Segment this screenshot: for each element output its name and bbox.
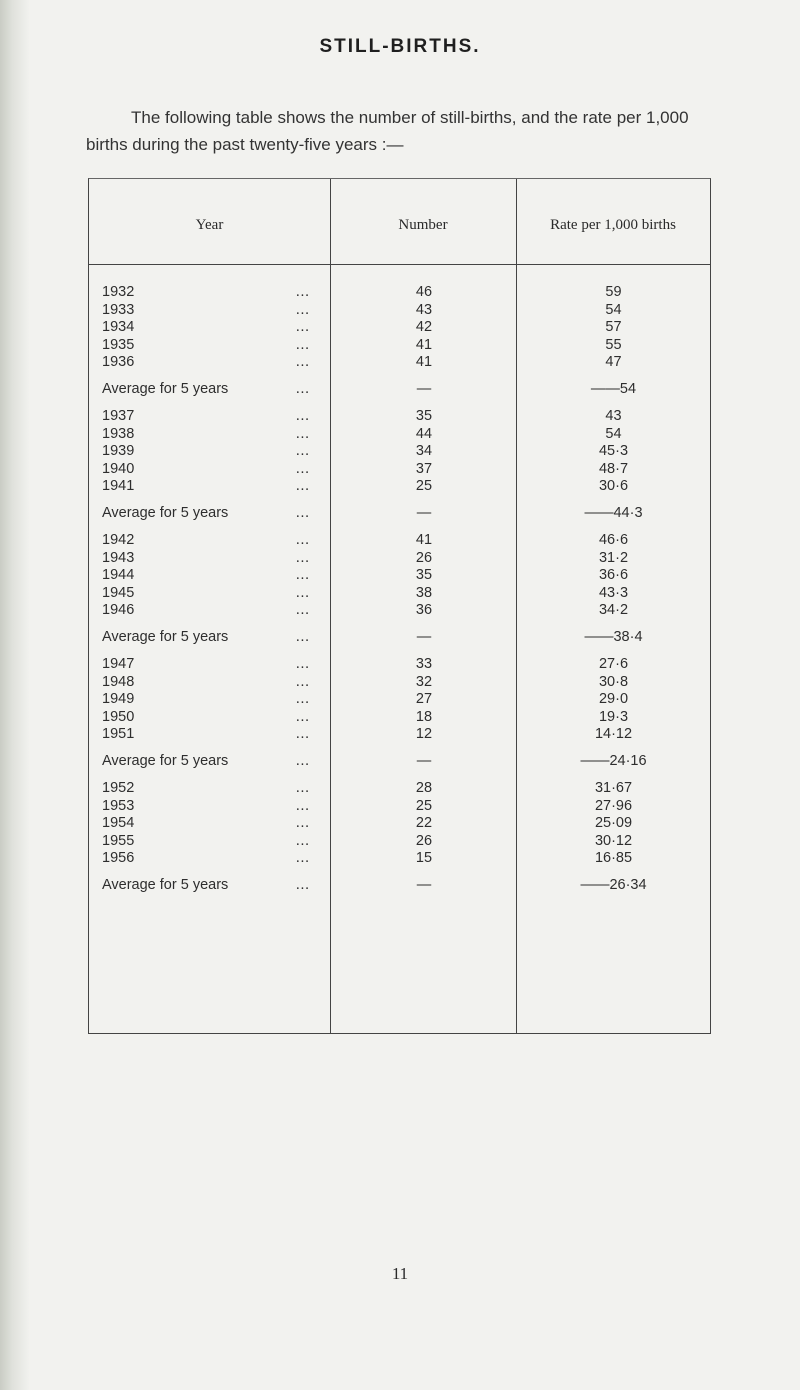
leader-dots: ... — [296, 726, 310, 742]
leader-dots: ... — [296, 629, 310, 645]
table-row — [89, 567, 710, 584]
leader-dots: ... — [296, 354, 310, 370]
year-cell: Average for 5 years — [102, 877, 229, 893]
leader-dots: ... — [296, 780, 310, 796]
number-cell: 12 — [415, 726, 433, 742]
year-cell: 1934 — [102, 319, 135, 335]
header-rate: Rate per 1,000 births — [550, 217, 676, 233]
number-cell: 26 — [415, 549, 433, 566]
year-cell: 1947 — [102, 656, 135, 672]
table-row — [89, 532, 710, 549]
table-row — [89, 833, 710, 850]
table-row — [89, 815, 710, 832]
rate-cell: 59 — [605, 284, 622, 300]
number-cell: 41 — [415, 336, 433, 353]
table-row — [89, 302, 710, 319]
year-cell: Average for 5 years — [102, 753, 229, 769]
table-row — [89, 408, 710, 425]
rate-cell: 31·67 — [594, 780, 633, 796]
table-row — [89, 319, 710, 336]
table-row — [89, 780, 710, 797]
rate-cell: 27·96 — [594, 797, 633, 814]
year-cell: 1935 — [102, 336, 135, 353]
leader-dots: ... — [296, 753, 310, 769]
number-cell: 15 — [415, 850, 433, 866]
table-row — [89, 354, 710, 371]
table-row — [89, 461, 710, 478]
number-cell: 41 — [415, 532, 433, 548]
rate-cell: ——54 — [590, 381, 637, 397]
leader-dots: ... — [296, 301, 310, 318]
leader-dots: ... — [296, 877, 310, 893]
leader-dots: ... — [296, 673, 310, 690]
average-row — [89, 877, 710, 894]
year-cell: 1955 — [102, 832, 135, 849]
leader-dots: ... — [296, 284, 310, 300]
rate-cell: 46·6 — [598, 532, 629, 548]
page-number: 11 — [391, 1264, 409, 1283]
table-row — [89, 585, 710, 602]
table-row — [89, 550, 710, 567]
table-row — [89, 656, 710, 673]
year-cell: 1938 — [102, 425, 135, 442]
table-row — [89, 726, 710, 743]
rate-cell: 31·2 — [598, 549, 629, 566]
number-cell: 35 — [415, 567, 433, 583]
year-cell: 1933 — [102, 301, 135, 318]
year-cell: 1956 — [102, 850, 135, 866]
header-number: Number — [398, 217, 448, 233]
table-row — [89, 850, 710, 867]
leader-dots: ... — [296, 691, 310, 707]
rate-cell: 25·09 — [594, 815, 633, 831]
number-cell: 28 — [415, 780, 433, 796]
number-cell: — — [416, 753, 432, 769]
year-cell: 1932 — [102, 284, 135, 300]
number-cell: 33 — [415, 656, 433, 672]
year-cell: 1949 — [102, 691, 135, 707]
table-row — [89, 426, 710, 443]
rate-cell: 55 — [605, 336, 622, 353]
header-rule — [89, 264, 710, 265]
number-cell: 46 — [415, 284, 433, 300]
rate-cell: 57 — [605, 319, 622, 335]
leader-dots: ... — [296, 425, 310, 442]
leader-dots: ... — [296, 532, 310, 548]
year-cell: 1945 — [102, 584, 135, 601]
table-row — [89, 478, 710, 495]
rate-cell: 36·6 — [598, 567, 629, 583]
year-cell: Average for 5 years — [102, 381, 229, 397]
leader-dots: ... — [296, 381, 310, 397]
table-row — [89, 337, 710, 354]
average-row — [89, 381, 710, 398]
rate-cell: 54 — [605, 425, 622, 442]
average-row — [89, 505, 710, 522]
page-edge-shadow — [0, 0, 30, 1390]
average-row — [89, 753, 710, 770]
number-cell: — — [416, 505, 432, 521]
leader-dots: ... — [296, 584, 310, 601]
year-cell: Average for 5 years — [102, 629, 229, 645]
leader-dots: ... — [296, 319, 310, 335]
leader-dots: ... — [296, 656, 310, 672]
leader-dots: ... — [296, 460, 310, 477]
rate-cell: 47 — [605, 354, 622, 370]
number-cell: 25 — [415, 478, 433, 494]
year-cell: 1943 — [102, 549, 135, 566]
table-row — [89, 798, 710, 815]
still-births-table — [88, 178, 711, 1034]
number-cell: 26 — [415, 832, 433, 849]
rate-cell: ——44·3 — [584, 505, 643, 521]
number-cell: 44 — [415, 425, 433, 442]
number-cell: 38 — [415, 584, 433, 601]
year-cell: Average for 5 years — [102, 505, 229, 521]
number-cell: — — [416, 877, 432, 893]
leader-dots: ... — [296, 408, 310, 424]
rate-cell: 48·7 — [598, 460, 629, 477]
leader-dots: ... — [296, 602, 310, 618]
number-cell: 43 — [415, 301, 433, 318]
table-row — [89, 709, 710, 726]
number-cell: — — [416, 629, 432, 645]
rate-cell: 14·12 — [594, 726, 633, 742]
rate-cell: 27·6 — [598, 656, 629, 672]
rate-cell: 30·8 — [598, 673, 629, 690]
year-cell: 1950 — [102, 708, 135, 725]
rate-cell: 29·0 — [598, 691, 629, 707]
rate-cell: 16·85 — [594, 850, 633, 866]
leader-dots: ... — [296, 708, 310, 725]
year-cell: 1944 — [102, 567, 135, 583]
year-cell: 1952 — [102, 780, 135, 796]
year-cell: 1953 — [102, 797, 135, 814]
year-cell: 1954 — [102, 815, 135, 831]
year-cell: 1939 — [102, 443, 135, 459]
leader-dots: ... — [296, 832, 310, 849]
leader-dots: ... — [296, 443, 310, 459]
rate-cell: ——26·34 — [580, 877, 647, 893]
number-cell: 25 — [415, 797, 433, 814]
year-cell: 1936 — [102, 354, 135, 370]
table-row — [89, 674, 710, 691]
leader-dots: ... — [296, 478, 310, 494]
number-cell: 41 — [415, 354, 433, 370]
intro-paragraph: The following table shows the number of still-births, and the rate per 1,000 births during the past twenty-five years :— — [86, 108, 689, 154]
number-cell: 22 — [415, 815, 433, 831]
rate-cell: 45·3 — [598, 443, 629, 459]
number-cell: 36 — [415, 602, 433, 618]
number-cell: 27 — [415, 691, 433, 707]
rate-cell: 30·12 — [594, 832, 633, 849]
year-cell: 1942 — [102, 532, 135, 548]
year-cell: 1937 — [102, 408, 135, 424]
rate-cell: 43·3 — [598, 584, 629, 601]
leader-dots: ... — [296, 567, 310, 583]
table-row — [89, 443, 710, 460]
leader-dots: ... — [296, 549, 310, 566]
rate-cell: 34·2 — [598, 602, 629, 618]
year-cell: 1951 — [102, 726, 135, 742]
page-title: STILL-BIRTHS. — [319, 36, 481, 57]
rate-cell: ——38·4 — [584, 629, 643, 645]
number-cell: 18 — [415, 708, 433, 725]
year-cell: 1946 — [102, 602, 135, 618]
number-cell: — — [416, 381, 432, 397]
number-cell: 35 — [415, 408, 433, 424]
table-row — [89, 691, 710, 708]
leader-dots: ... — [296, 336, 310, 353]
table-row — [89, 284, 710, 301]
table-row — [89, 602, 710, 619]
rate-cell: 30·6 — [598, 478, 629, 494]
number-cell: 34 — [415, 443, 433, 459]
rate-cell: 54 — [605, 301, 622, 318]
leader-dots: ... — [296, 797, 310, 814]
rate-cell: 43 — [605, 408, 622, 424]
leader-dots: ... — [296, 850, 310, 866]
year-cell: 1941 — [102, 478, 135, 494]
leader-dots: ... — [296, 815, 310, 831]
number-cell: 37 — [415, 460, 433, 477]
rate-cell: ——24·16 — [580, 753, 647, 769]
year-cell: 1940 — [102, 460, 135, 477]
year-cell: 1948 — [102, 673, 135, 690]
header-year: Year — [195, 217, 224, 233]
leader-dots: ... — [296, 505, 310, 521]
average-row — [89, 629, 710, 646]
number-cell: 32 — [415, 673, 433, 690]
number-cell: 42 — [415, 319, 433, 335]
rate-cell: 19·3 — [598, 708, 629, 725]
